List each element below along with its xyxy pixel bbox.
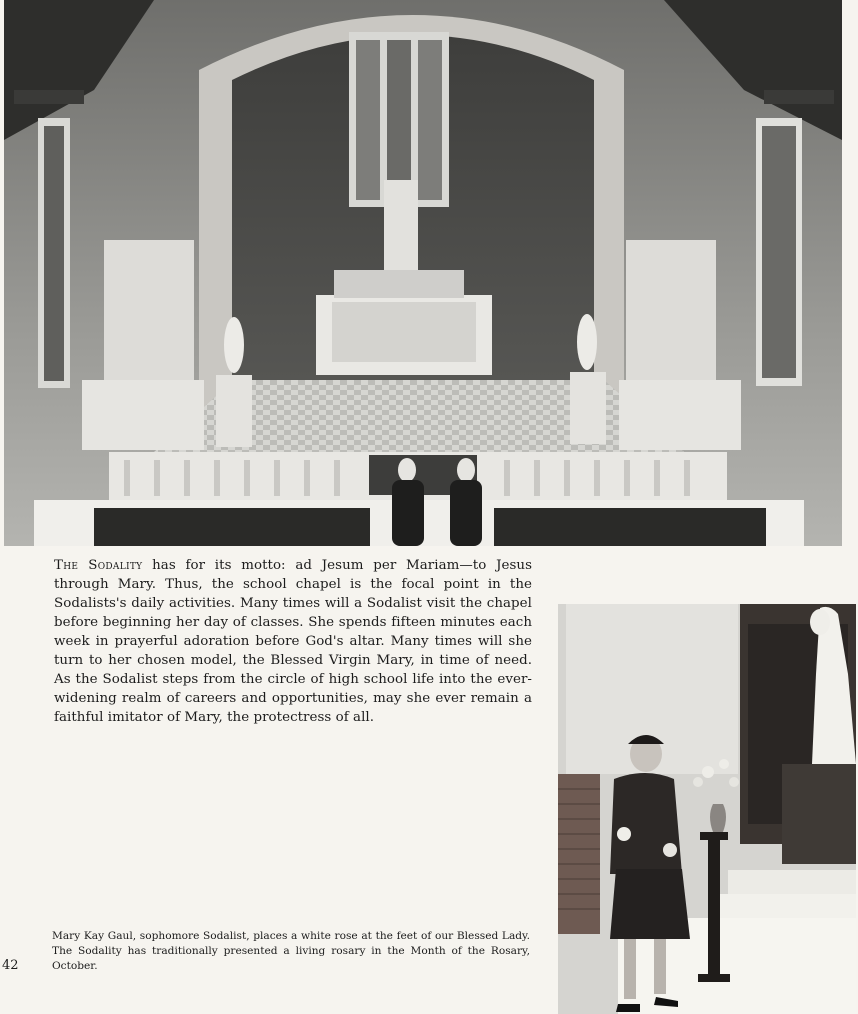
chapel-interior-photo bbox=[4, 0, 842, 546]
student-placing-rose-photo bbox=[558, 604, 856, 1014]
article-body: has for its motto: ad Jesum per Mariam—to Jesus through Mary. Thus, the school chapel is the focal point in the Sodalists's daily activities. Many times will a Sodalist visit the chapel before beginning her day of classes. She spends fifteen minutes each week in prayerful adoration before God's altar. Many times will she turn to her chosen model, the Blessed Virgin Mary, in time of need. As the Sodalist steps from the circle of high school life into the ever-widening realm of careers and opportunities, may she ever remain a faithful imitator of Mary, the protectress of all. bbox=[54, 558, 533, 725]
photo-caption: Mary Kay Gaul, sophomore Sodalist, places a white rose at the feet of our Blessed Lady. The Sodality has traditionally presented a living rosary in the Month of the Rosary, October. bbox=[52, 930, 530, 972]
article-lead: The Sodality bbox=[54, 558, 143, 573]
article-text bbox=[54, 556, 532, 727]
page-number: 42 bbox=[2, 958, 19, 973]
